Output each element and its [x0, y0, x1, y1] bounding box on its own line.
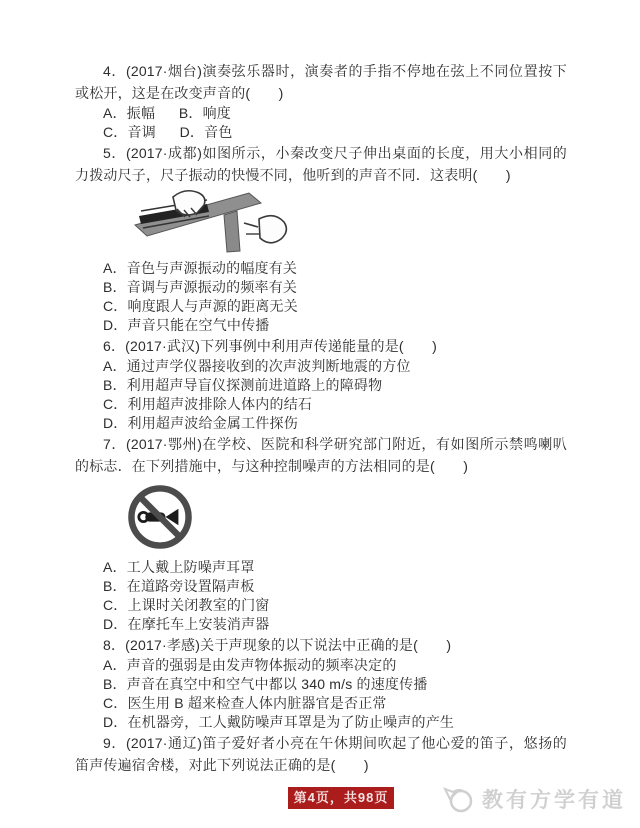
option-d: D．音色 [179, 124, 233, 140]
option-d: D．在摩托车上安装消声器 [103, 616, 270, 632]
exam-content [75, 60, 567, 776]
option-d: D．声音只能在空气中传播 [103, 317, 270, 333]
question-block-8 [75, 634, 567, 732]
option-b: B．音调与声源振动的频率有关 [103, 279, 298, 295]
question-stem: 6．(2017·武汉)下列事例中利用声传递能量的是( ) [103, 338, 438, 354]
brand-watermark [442, 783, 626, 815]
option-a: A．振幅 [103, 105, 156, 121]
question-block-5 [75, 142, 567, 335]
option-c: C．响度跟人与声源的距离无关 [103, 298, 298, 314]
question-block-4 [75, 60, 567, 142]
watermark-text: 教有方学有道 [482, 789, 626, 812]
option-row [75, 123, 567, 142]
question-stem: 9．(2017·通辽)笛子爱好者小亮在午休期间吹起了他心爱的笛子，悠扬的笛声传遍宿舍楼，对此下列说法正确的是( ) [75, 735, 567, 773]
option-b: B．声音在真空中和空气中都以 340 m/s 的速度传播 [103, 676, 428, 692]
option-c: C．医生用 B 超来检查人体内脏器官是否正常 [103, 695, 387, 711]
question-stem: 7．(2017·鄂州)在学校、医院和科学研究部门附近，有如图所示禁鸣喇叭的标志．在下列措施中，与这种控制噪声的方法相同的是( ) [75, 436, 567, 474]
option-c: C．音调 [103, 124, 156, 140]
option-a: A．声音的强弱是由发声物体振动的频率决定的 [103, 657, 397, 673]
ruler-pluck-experiment-illustration [127, 189, 297, 253]
question-stem: 4．(2017·烟台)演奏弦乐器时，演奏者的手指不停地在弦上不同位置按下或松开，这是在改变声音的( ) [75, 63, 567, 101]
option-b: B．响度 [178, 105, 231, 121]
option-a: A．工人戴上防噪声耳罩 [103, 559, 255, 575]
question-block-9 [75, 732, 567, 776]
question-block-7 [75, 433, 567, 634]
option-d: D．利用超声波给金属工件探伤 [103, 415, 298, 431]
question-stem: 8．(2017·孝感)关于声现象的以下说法中正确的是( ) [103, 637, 452, 653]
page-number-badge: 第4页，共98页 [288, 787, 394, 809]
option-row [75, 104, 567, 123]
option-c: C．利用超声波排除人体内的结石 [103, 396, 313, 412]
option-a: A．通过声学仪器接收到的次声波判断地震的方位 [103, 358, 411, 374]
brand-logo-icon [442, 783, 476, 815]
option-b: B．在道路旁设置隔声板 [103, 578, 255, 594]
option-b: B．利用超声导盲仪探测前进道路上的障碍物 [103, 377, 383, 393]
option-d: D．在机器旁，工人戴防噪声耳罩是为了防止噪声的产生 [103, 714, 455, 730]
question-block-6 [75, 335, 567, 433]
no-horn-sign-icon [125, 482, 195, 552]
option-c: C．上课时关闭教室的门窗 [103, 597, 270, 613]
option-a: A．音色与声源振动的幅度有关 [103, 260, 298, 276]
question-stem: 5．(2017·成都)如图所示，小秦改变尺子伸出桌面的长度，用大小相同的力拨动尺子，尺子振动的快慢不同，他听到的声音不同．这表明( ) [75, 145, 567, 183]
